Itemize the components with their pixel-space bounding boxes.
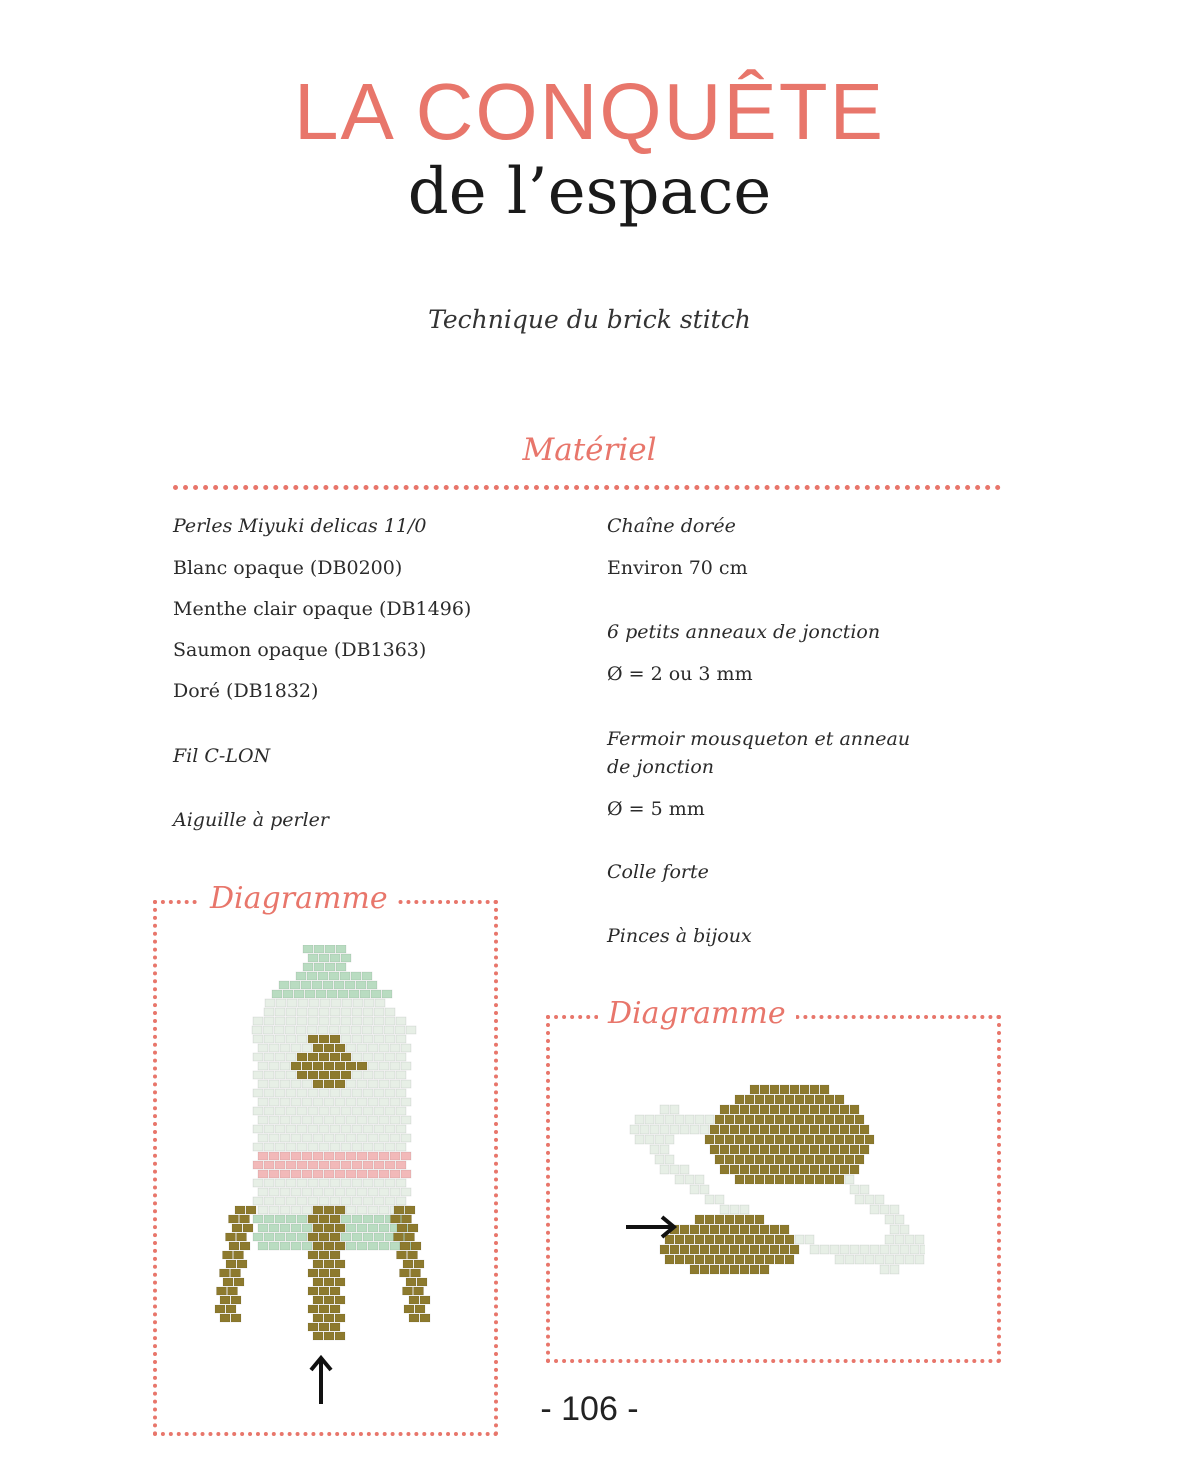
- rocket-bead-pattern: [210, 945, 440, 1355]
- bead-item: Menthe clair opaque (DB1496): [173, 598, 472, 620]
- needle-item: Aiguille à perler: [173, 809, 329, 831]
- thread-item: Fil C-LON: [173, 745, 271, 767]
- page-title: LA CONQUÊTE: [293, 67, 886, 156]
- chain-value: Environ 70 cm: [607, 557, 748, 579]
- material-heading: Matériel: [522, 432, 657, 468]
- bead-grid: [210, 945, 440, 1355]
- clasp-value: Ø = 5 mm: [607, 798, 705, 820]
- bead-item: Saumon opaque (DB1363): [173, 639, 427, 661]
- material-divider: [173, 485, 1001, 490]
- planet-bead-pattern: [625, 1075, 925, 1305]
- glue-item: Colle forte: [607, 861, 709, 883]
- planet-diagram-label: Diagramme: [598, 999, 796, 1029]
- rocket-diagram-label: Diagramme: [200, 884, 398, 914]
- rings-value: Ø = 2 ou 3 mm: [607, 663, 753, 685]
- page-number: - 106 -: [540, 1390, 639, 1428]
- bead-grid: [625, 1075, 925, 1305]
- page-title-second-line: de l’espace: [407, 155, 772, 229]
- chain-heading: Chaîne dorée: [607, 515, 736, 537]
- material-left-column: [173, 515, 573, 855]
- bead-item: Doré (DB1832): [173, 680, 319, 702]
- arrow-right-icon: [624, 1214, 678, 1240]
- clasp-heading-continued: de jonction: [607, 756, 715, 778]
- beads-heading: Perles Miyuki delicas 11/0: [173, 515, 427, 537]
- material-right-column: [607, 515, 1007, 955]
- technique-subtitle: Technique du brick stitch: [428, 305, 751, 334]
- rings-heading: 6 petits anneaux de jonction: [607, 621, 881, 643]
- clasp-heading: Fermoir mousqueton et anneau: [607, 728, 911, 750]
- bead-item: Blanc opaque (DB0200): [173, 557, 403, 579]
- pliers-item: Pinces à bijoux: [607, 925, 752, 947]
